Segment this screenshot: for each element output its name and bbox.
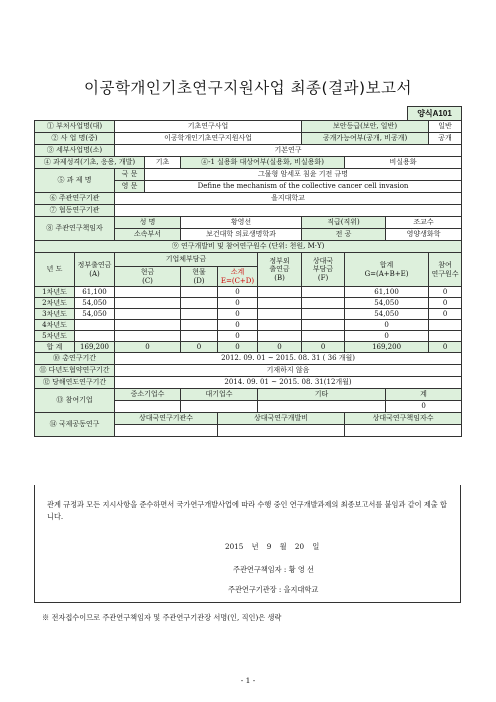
r4-1-value: 비실용화 xyxy=(345,157,462,169)
institution-signature: 주관연구기관장 : 을지대학교 xyxy=(228,585,319,594)
budget-cell-cash: 0 xyxy=(115,342,181,353)
submission-statement: 관계 규정과 모든 지시사항을 준수하면서 국가연구개발사업에 따라 수행 중인 연구개발과제의 최종보고서를 붙임과 같이 제출 합니다. xyxy=(47,500,447,521)
budget-cell-staff xyxy=(429,331,462,342)
budget-cell-other xyxy=(302,287,345,298)
budget-row xyxy=(35,298,462,309)
budget-row xyxy=(35,287,462,298)
r2-label: ② 사 업 명(중) xyxy=(35,133,115,145)
budget-cell-other: 0 xyxy=(302,342,345,353)
large-company-header: 대기업수 xyxy=(181,389,258,401)
budget-cell-year: 1차년도 xyxy=(35,287,75,298)
budget-subtotal-header: 소계 E=(C+D) xyxy=(218,267,258,287)
budget-cell-kind xyxy=(181,298,218,309)
budget-cell-sub: 0 xyxy=(218,287,258,298)
budget-cell-local xyxy=(258,331,302,342)
dept-value: 보건대학 의료생명학과 xyxy=(181,229,302,241)
pi-signature: 주관연구책임자 : 황 영 선 xyxy=(233,565,314,574)
r8-label: ⑧ 주관연구책임자 xyxy=(35,217,115,241)
budget-cell-kind xyxy=(181,320,218,331)
public-value: 공개 xyxy=(429,133,462,145)
position-label: 직급(직위) xyxy=(302,217,386,229)
budget-cell-kind xyxy=(181,287,218,298)
form-number: 양식A101 xyxy=(407,106,462,121)
budget-row xyxy=(35,342,462,353)
r11-label: ⑪ 다년도협약연구기간 xyxy=(35,365,115,377)
budget-cell-total: 0 xyxy=(345,331,429,342)
budget-cell-other xyxy=(302,298,345,309)
budget-cell-sub: 0 xyxy=(218,309,258,320)
budget-cell-cash xyxy=(115,287,181,298)
page-number: - 1 - xyxy=(240,676,256,685)
budget-cell-kind: 0 xyxy=(181,342,218,353)
other-company-value xyxy=(258,401,386,413)
budget-staff-header: 참여 연구원수 xyxy=(429,253,462,287)
name-label: 성 명 xyxy=(115,217,181,229)
budget-total-header: 합계 G=(A+B+E) xyxy=(345,253,429,287)
r11-value: 기재하지 않음 xyxy=(115,365,462,377)
budget-cell-cash xyxy=(115,298,181,309)
partner-pi-header: 상대국연구책임자수 xyxy=(345,413,462,425)
budget-cash-header: 현금 (C) xyxy=(115,267,181,287)
r4-value: 기초 xyxy=(145,157,181,169)
budget-cell-gov xyxy=(75,320,115,331)
public-label: 공개가능여부(공개, 비공개) xyxy=(302,133,429,145)
budget-cell-other xyxy=(302,320,345,331)
security-label: 보안등급(보안, 일반) xyxy=(302,121,429,133)
budget-row xyxy=(35,320,462,331)
budget-row xyxy=(35,331,462,342)
kor-title-label: 국 문 xyxy=(115,169,145,181)
budget-cell-local xyxy=(258,309,302,320)
budget-row xyxy=(35,309,462,320)
budget-cell-year: 합 계 xyxy=(35,342,75,353)
budget-cell-kind xyxy=(181,331,218,342)
eng-title-value: Define the mechanism of the collective cancer cell invasion xyxy=(145,181,462,193)
budget-cell-total: 54,050 xyxy=(345,298,429,309)
r2-value: 이공학개인기초연구지원사업 xyxy=(115,133,302,145)
security-value: 일반 xyxy=(429,121,462,133)
budget-cell-staff: 0 xyxy=(429,287,462,298)
budget-cell-year: 3차년도 xyxy=(35,309,75,320)
r3-label: ③ 세부사업명(소) xyxy=(35,145,115,157)
partner-budget-value xyxy=(218,425,345,437)
r4-1-label: ④-1 실용화 대상여부(실용화, 비실용화) xyxy=(181,157,345,169)
budget-cell-total: 54,050 xyxy=(345,309,429,320)
sme-count-value xyxy=(115,401,181,413)
partner-budget-header: 상대국연구개발비 xyxy=(218,413,345,425)
eng-title-label: 영 문 xyxy=(115,181,145,193)
budget-cell-cash xyxy=(115,331,181,342)
budget-cell-local: 0 xyxy=(258,342,302,353)
budget-kind-header: 현물 (D) xyxy=(181,267,218,287)
r14-label: ⑭ 국제공동연구 xyxy=(35,413,115,437)
budget-cell-other xyxy=(302,309,345,320)
r12-label: ⑫ 당해연도연구기간 xyxy=(35,377,115,389)
budget-private-header: 기업체부담금 xyxy=(115,253,258,267)
budget-cell-sub: 0 xyxy=(218,320,258,331)
r6-label: ⑥ 주관연구기관 xyxy=(35,193,115,205)
submission-date: 2015 년 9 월 20 일 xyxy=(225,542,320,551)
major-label: 전 공 xyxy=(302,229,386,241)
budget-cell-cash xyxy=(115,320,181,331)
r6-value: 을지대학교 xyxy=(115,193,462,205)
r1-value: 기초연구사업 xyxy=(115,121,302,133)
budget-year-header: 년 도 xyxy=(35,253,75,287)
major-value: 영양생화학 xyxy=(386,229,462,241)
budget-cell-staff: 0 xyxy=(429,342,462,353)
sme-count-header: 중소기업수 xyxy=(115,389,181,401)
report-form-table xyxy=(34,120,462,437)
budget-cell-sub: 0 xyxy=(218,331,258,342)
large-company-value xyxy=(181,401,258,413)
budget-cell-gov: 54,050 xyxy=(75,298,115,309)
budget-cell-staff: 0 xyxy=(429,309,462,320)
other-company-header: 기타 xyxy=(258,389,386,401)
budget-cell-year: 2차년도 xyxy=(35,298,75,309)
budget-section-title: ⑨ 연구개발비 및 참여연구원수 (단위: 천원, M·Y) xyxy=(35,241,462,253)
budget-gov-header: 정부출연금 (A) xyxy=(75,253,115,287)
signature-note: ※ 전자접수이므로 주관연구책임자 및 주관연구기관장 서명(인, 직인)은 생략 xyxy=(42,613,282,622)
submission-statement-box xyxy=(34,485,461,603)
kor-title-value: 그물형 암세포 침윤 기전 규명 xyxy=(145,169,462,181)
dept-label: 소속부서 xyxy=(115,229,181,241)
budget-cell-sub: 0 xyxy=(218,342,258,353)
budget-cell-gov: 61,100 xyxy=(75,287,115,298)
budget-cell-sub: 0 xyxy=(218,298,258,309)
budget-cell-local xyxy=(258,298,302,309)
budget-cell-year: 4차년도 xyxy=(35,320,75,331)
r1-label: ① 부처사업명(대) xyxy=(35,121,115,133)
r5-label: ⑤ 과 제 명 xyxy=(35,169,115,193)
budget-cell-total: 61,100 xyxy=(345,287,429,298)
partner-pi-value xyxy=(345,425,462,437)
budget-cell-gov: 169,200 xyxy=(75,342,115,353)
r7-value xyxy=(115,205,462,217)
r10-value: 2012. 09. 01 ~ 2015. 08. 31 ( 36 개월) xyxy=(115,353,462,365)
r4-label: ④ 과제성격(기초, 응용, 개발) xyxy=(35,157,145,169)
r12-value: 2014. 09. 01 ~ 2015. 08. 31(12개월) xyxy=(115,377,462,389)
budget-cell-local xyxy=(258,287,302,298)
r3-value: 기본연구 xyxy=(115,145,462,157)
company-total-header: 계 xyxy=(386,389,462,401)
r7-label: ⑦ 협동연구기관 xyxy=(35,205,115,217)
budget-cell-local xyxy=(258,320,302,331)
budget-other-header: 상대국 부담금 (F) xyxy=(302,253,345,287)
budget-cell-kind xyxy=(181,309,218,320)
budget-cell-year: 5차년도 xyxy=(35,331,75,342)
budget-cell-staff: 0 xyxy=(429,298,462,309)
budget-cell-gov: 54,050 xyxy=(75,309,115,320)
budget-cell-gov xyxy=(75,331,115,342)
budget-local-header: 정부외 출연금 (B) xyxy=(258,253,302,287)
budget-cell-total: 169,200 xyxy=(345,342,429,353)
name-value: 황영선 xyxy=(181,217,302,229)
partner-inst-header: 상대국연구기관수 xyxy=(115,413,218,425)
budget-cell-total: 0 xyxy=(345,320,429,331)
budget-cell-other xyxy=(302,331,345,342)
report-title: 이공학개인기초연구지원사업 최종(결과)보고서 xyxy=(84,79,412,97)
r10-label: ⑩ 총연구기간 xyxy=(35,353,115,365)
company-total-value: 0 xyxy=(386,401,462,413)
partner-inst-value xyxy=(115,425,218,437)
r13-label: ⑬ 참여기업 xyxy=(35,389,115,413)
budget-cell-staff xyxy=(429,320,462,331)
budget-cell-cash xyxy=(115,309,181,320)
position-value: 조교수 xyxy=(386,217,462,229)
